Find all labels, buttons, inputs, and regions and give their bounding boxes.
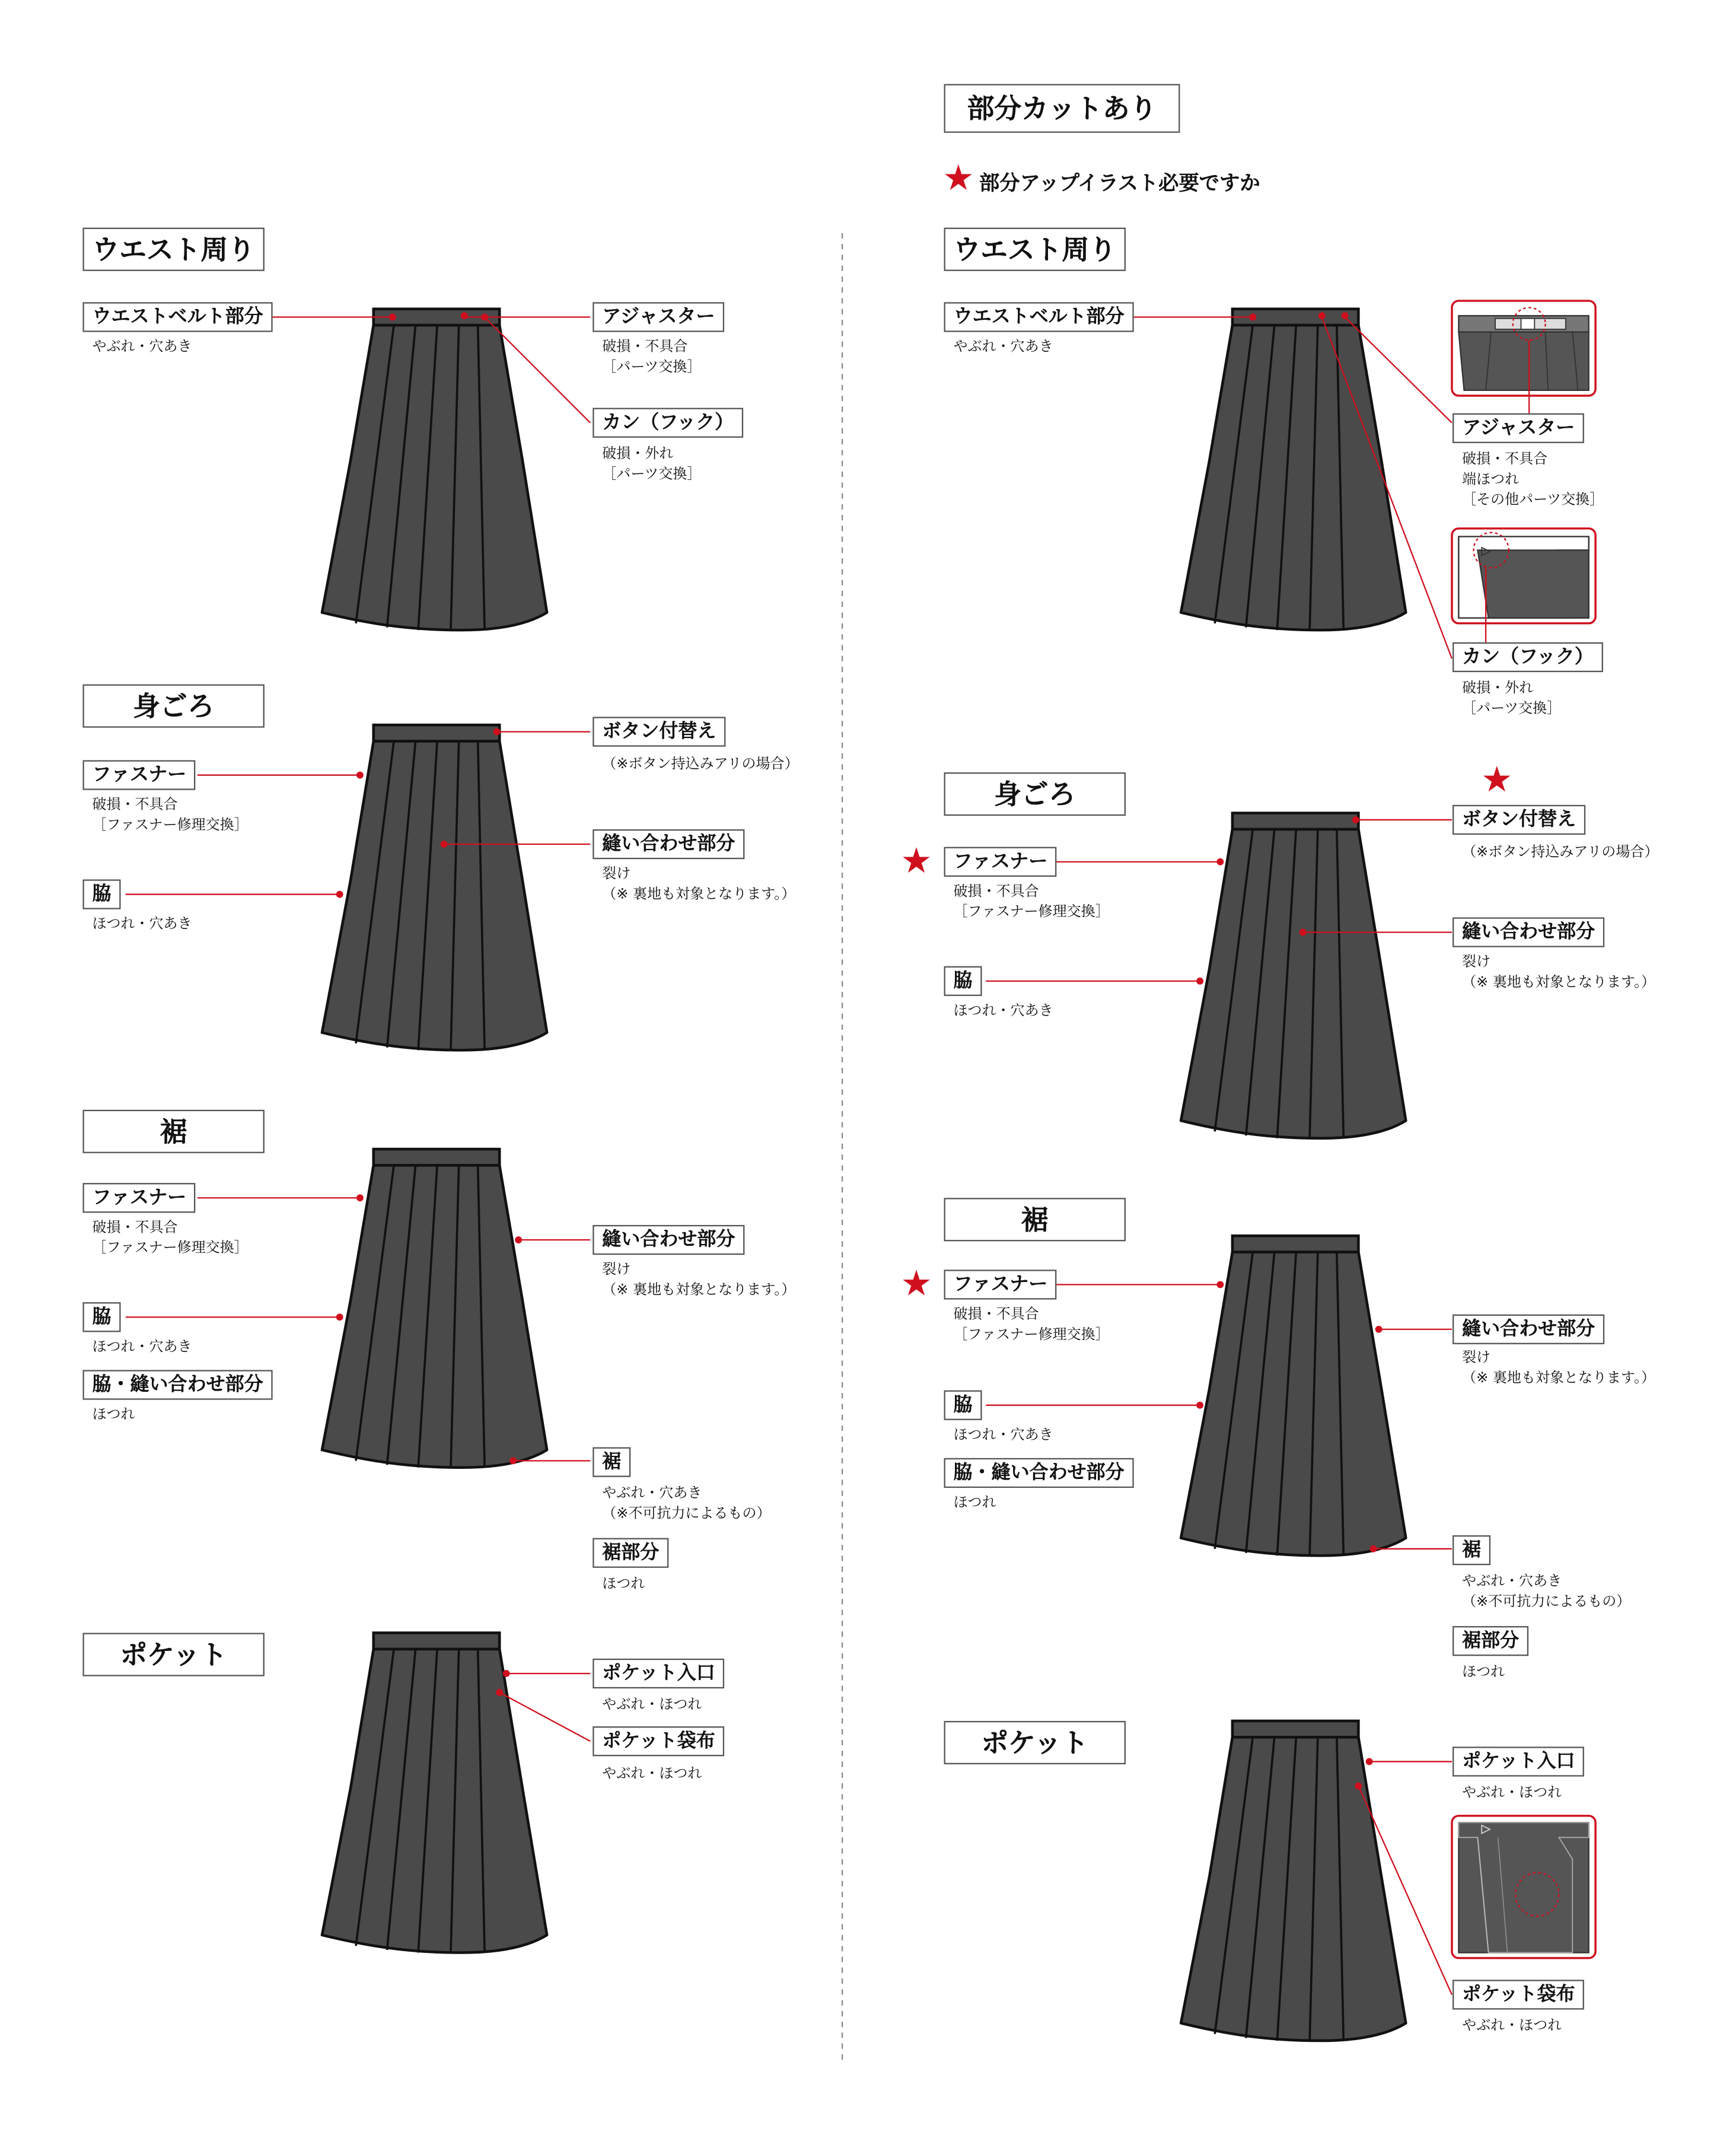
- label-button: ボタン付替え: [593, 717, 725, 746]
- note-pocket-bag: やぶれ・ほつれ: [602, 1765, 702, 1782]
- legend-text: 部分アップイラスト必要ですか: [979, 170, 1260, 195]
- label-hem: 裾: [1452, 1535, 1490, 1565]
- note-seam: 裂け （※ 裏地も対象となります。）: [602, 866, 796, 903]
- star-icon: ★: [1481, 760, 1513, 801]
- label-fastener: ファスナー: [82, 760, 196, 790]
- label-side: 脇: [82, 1302, 120, 1332]
- section-body-right: 身ごろ: [944, 772, 1126, 816]
- note-hem-part: ほつれ: [1462, 1663, 1505, 1681]
- note-hem: やぶれ・穴あき （※不可抗力によるもの）: [1462, 1573, 1631, 1610]
- label-seam: 縫い合わせ部分: [593, 829, 744, 859]
- label-pocket-opening: ポケット入口: [1452, 1746, 1585, 1776]
- label-fastener: ファスナー: [82, 1183, 196, 1213]
- label-side-seam: 脇・縫い合わせ部分: [82, 1370, 272, 1399]
- note-pocket-bag: やぶれ・ほつれ: [1462, 2018, 1562, 2034]
- note-adjuster: 破損・不具合 端ほつれ ［その他パーツ交換］: [1462, 451, 1604, 508]
- label-hook: カン（フック）: [1452, 642, 1603, 672]
- label-pocket-opening: ポケット入口: [593, 1659, 725, 1688]
- note-side: ほつれ・穴あき: [92, 916, 192, 933]
- label-hem-part: 裾部分: [593, 1538, 668, 1568]
- star-icon: ★: [900, 1264, 932, 1305]
- label-seam: 縫い合わせ部分: [1452, 1315, 1604, 1344]
- note-pocket-opening: やぶれ・ほつれ: [602, 1696, 702, 1713]
- label-waistband: ウエストベルト部分: [944, 302, 1134, 332]
- label-side: 脇: [944, 966, 982, 996]
- section-pocket-left: ポケット: [82, 1633, 264, 1676]
- section-hem-left: 裾: [82, 1110, 264, 1153]
- note-side: ほつれ・穴あき: [92, 1338, 192, 1356]
- label-side: 脇: [944, 1391, 982, 1420]
- note-waistband: やぶれ・穴あき: [953, 339, 1053, 355]
- label-fastener: ファスナー: [944, 1270, 1057, 1299]
- note-adjuster: 破損・不具合 ［パーツ交換］: [602, 339, 702, 376]
- label-side: 脇: [82, 879, 120, 909]
- section-pocket-right: ポケット: [944, 1721, 1126, 1764]
- label-adjuster: アジャスター: [1452, 413, 1584, 443]
- note-side-seam: ほつれ: [92, 1406, 135, 1423]
- note-hook: 破損・外れ ［パーツ交換］: [602, 446, 702, 483]
- note-seam: 裂け （※ 裏地も対象となります。）: [602, 1261, 796, 1299]
- label-seam: 縫い合わせ部分: [1452, 917, 1604, 947]
- note-side-seam: ほつれ: [953, 1494, 996, 1511]
- note-hook: 破損・外れ ［パーツ交換］: [1462, 680, 1562, 717]
- note-waistband: やぶれ・穴あき: [92, 339, 192, 355]
- star-icon: ★: [900, 841, 932, 883]
- note-fastener: 破損・不具合 ［ファスナー修理交換］: [92, 797, 249, 834]
- label-button: ボタン付替え: [1452, 805, 1585, 835]
- label-waistband: ウエストベルト部分: [82, 302, 272, 332]
- section-waist-right: ウエスト周り: [944, 228, 1126, 271]
- note-side: ほつれ・穴あき: [953, 1003, 1053, 1019]
- note-side: ほつれ・穴あき: [953, 1427, 1053, 1443]
- note-seam: 裂け （※ 裏地も対象となります。）: [1462, 954, 1656, 991]
- star-icon: ★: [942, 158, 974, 199]
- note-fastener: 破損・不具合 ［ファスナー修理交換］: [953, 1306, 1110, 1343]
- note-fastener: 破損・不具合 ［ファスナー修理交換］: [953, 883, 1110, 920]
- label-adjuster: アジャスター: [593, 302, 724, 332]
- label-pocket-bag: ポケット袋布: [593, 1726, 725, 1756]
- note-fastener: 破損・不具合 ［ファスナー修理交換］: [92, 1219, 249, 1256]
- label-pocket-bag: ポケット袋布: [1452, 1980, 1585, 2009]
- label-hem: 裾: [593, 1448, 630, 1477]
- note-button: （※ボタン持込みアリの場合）: [602, 756, 799, 772]
- section-waist-left: ウエスト周り: [82, 228, 264, 271]
- section-body-left: 身ごろ: [82, 685, 264, 728]
- label-fastener: ファスナー: [944, 847, 1057, 877]
- section-hem-right: 裾: [944, 1198, 1126, 1241]
- label-seam: 縫い合わせ部分: [593, 1225, 744, 1255]
- note-pocket-opening: やぶれ・ほつれ: [1462, 1784, 1562, 1801]
- label-hook: カン（フック）: [593, 408, 743, 438]
- note-seam: 裂け （※ 裏地も対象となります。）: [1462, 1350, 1656, 1386]
- mode-label: 部分カットあり: [944, 84, 1180, 133]
- note-hem-part: ほつれ: [602, 1576, 645, 1592]
- label-hem-part: 裾部分: [1452, 1626, 1528, 1656]
- label-side-seam: 脇・縫い合わせ部分: [944, 1458, 1134, 1488]
- note-hem: やぶれ・穴あき （※不可抗力によるもの）: [602, 1485, 771, 1522]
- note-button: （※ボタン持込みアリの場合）: [1462, 844, 1659, 861]
